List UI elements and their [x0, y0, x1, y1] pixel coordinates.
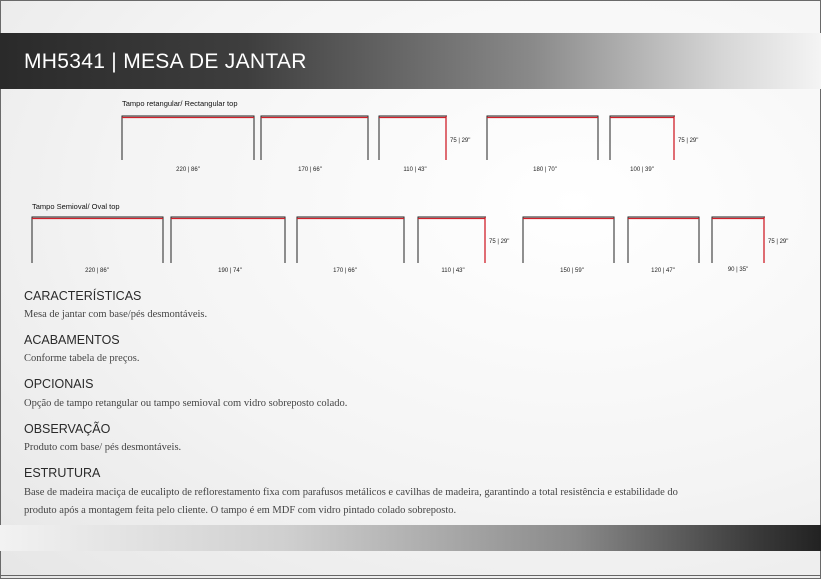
oval-table-5-width: 150 | 59": [560, 268, 584, 274]
rect-table-3-width: 110 | 43": [403, 167, 427, 173]
oval-table-4: [418, 217, 509, 274]
oval-table-6: [628, 217, 699, 274]
oval-table-5: [523, 217, 614, 274]
rect-table-4-width: 180 | 70": [533, 167, 557, 173]
oval-table-2: [171, 217, 285, 274]
oval-height-label-2: 75 | 29": [768, 239, 789, 245]
semioval-top-label: Tampo Semioval/ Oval top: [32, 202, 120, 211]
estrutura-line-2: produto após a montagem feita pelo cliente. O tampo é em MDF com vidro pintado colado sobreposto.: [24, 505, 457, 516]
rect-table-5: [610, 116, 698, 173]
rect-table-4: [487, 116, 598, 173]
rect-height-label-2: 75 | 29": [678, 138, 699, 144]
footer-bar: [0, 525, 821, 551]
page-title: MH5341 | MESA DE JANTAR: [24, 50, 307, 73]
oval-table-2-width: 190 | 74": [218, 268, 242, 274]
rect-table-3: [379, 116, 470, 173]
oval-table-3: [297, 217, 404, 274]
rect-table-1: [122, 116, 254, 173]
rect-height-label-1: 75 | 29": [450, 138, 471, 144]
oval-table-3-width: 170 | 66": [333, 268, 357, 274]
oval-table-1: [32, 217, 163, 274]
acabamentos-text: Conforme tabela de preços.: [24, 353, 140, 364]
oval-table-1-width: 220 | 86": [85, 268, 109, 274]
observacao-title: OBSERVAÇÃO: [24, 422, 111, 436]
observacao-text: Produto com base/ pés desmontáveis.: [24, 442, 182, 453]
caracteristicas-text: Mesa de jantar com base/pés desmontáveis.: [24, 309, 208, 320]
bottom-divider: [0, 575, 821, 576]
opcionais-title: OPCIONAIS: [24, 377, 94, 391]
rect-table-2-width: 170 | 66": [298, 167, 322, 173]
oval-height-label-1: 75 | 29": [489, 239, 510, 245]
estrutura-line-1: Base de madeira maciça de eucalipto de reflorestamento fixa com parafusos metálicos e cavilhas de madeira, garantindo a total resistência e estabilidade do: [24, 487, 678, 498]
rect-table-2: [261, 116, 368, 173]
estrutura-text: [24, 484, 784, 520]
rect-table-1-width: 220 | 86": [176, 167, 200, 173]
estrutura-title: ESTRUTURA: [24, 466, 101, 480]
oval-table-6-width: 120 | 47": [651, 268, 675, 274]
caracteristicas-title: CARACTERÍSTICAS: [24, 289, 142, 303]
oval-table-7: [712, 217, 788, 273]
rect-table-5-width: 100 | 39": [630, 167, 654, 173]
acabamentos-title: ACABAMENTOS: [24, 333, 120, 347]
rectangular-top-label: Tampo retangular/ Rectangular top: [122, 99, 238, 108]
opcionais-text: Opção de tampo retangular ou tampo semioval com vidro sobreposto colado.: [24, 398, 348, 409]
oval-table-4-width: 110 | 43": [441, 268, 465, 274]
oval-table-7-width: 90 | 35": [727, 267, 749, 273]
